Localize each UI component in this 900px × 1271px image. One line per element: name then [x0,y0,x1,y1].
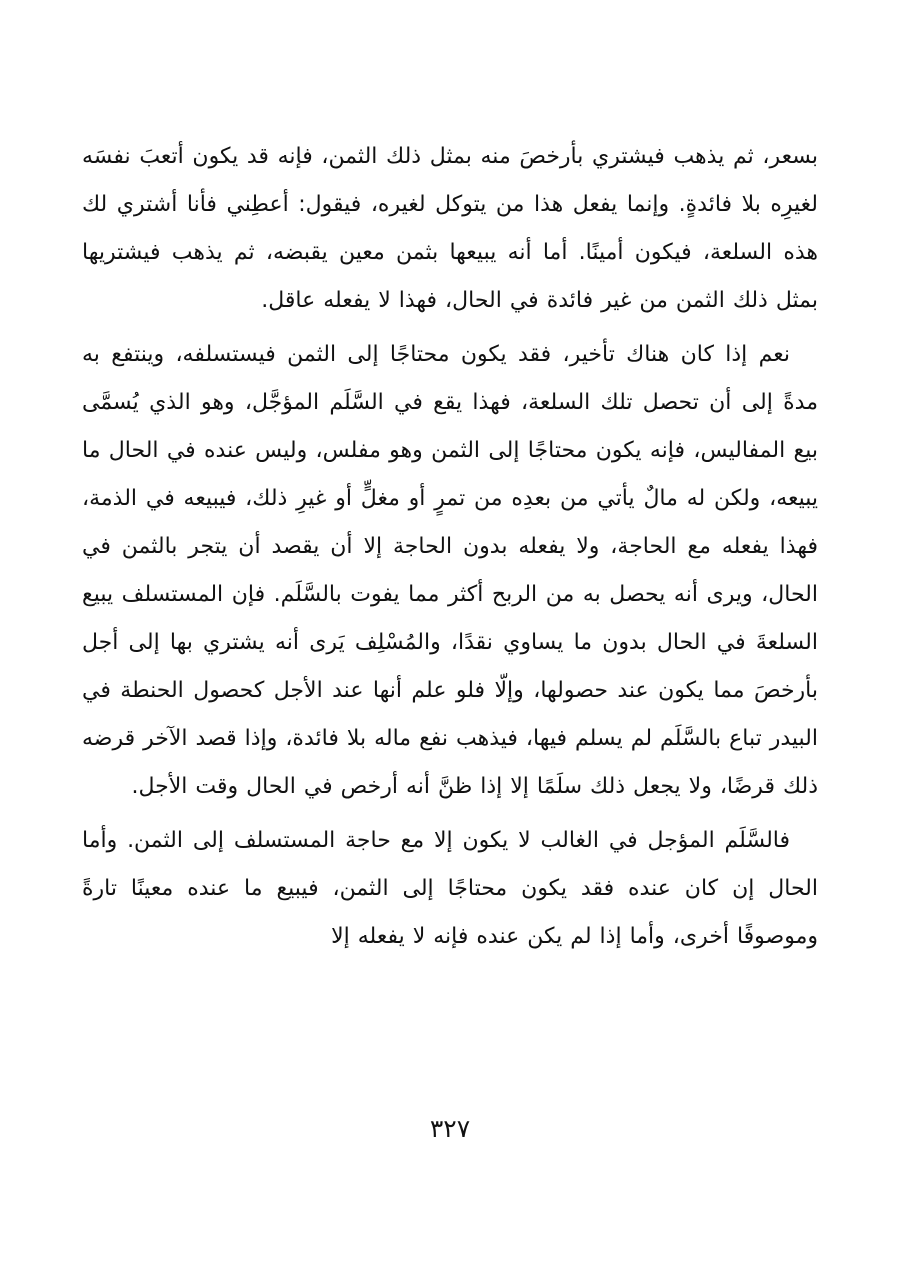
paragraph-2: نعم إذا كان هناك تأخير، فقد يكون محتاجًا إلى الثمن فيستسلفه، وينتفع به مدةً إلى أن تحصل تلك السلعة، فهذا يقع في السَّلَم المؤجَّل، وهو الذي يُسمَّى بيع المفاليس، فإنه يكون محتاجًا إلى الثمن وهو مفلس، وليس عنده في الحال ما يبيعه، ولكن له مالٌ يأتي من بعدِه من تمرٍ أو مغلٍّ أو غيرِ ذلك، فيبيعه في الذمة، فهذا يفعله مع الحاجة، ولا يفعله بدون الحاجة إلا أن يقصد أن يتجر بالثمن في الحال، ويرى أنه يحصل به من الربح أكثر مما يفوت بالسَّلَم. فإن المستسلف يبيع السلعةَ في الحال بدون ما يساوي نقدًا، والمُسْلِف يَرى أنه يشتري بها إلى أجل بأرخصَ مما يكون عند حصولها، وإلّا فلو علم أنها عند الأجل كحصول الحنطة في البيدر تباع بالسَّلَم لم يسلم فيها، فيذهب نفع ماله بلا فائدة، وإذا قصد الآخر قرضه ذلك قرضًا، ولا يجعل ذلك سلَمًا إلا إذا ظنَّ أنه أرخص في الحال وقت الأجل. [82,342,818,799]
page-number: ٣٢٧ [429,1114,471,1143]
paragraph-3: فالسَّلَم المؤجل في الغالب لا يكون إلا مع حاجة المستسلف إلى الثمن. وأما الحال إن كان عنده فقد يكون محتاجًا إلى الثمن، فيبيع ما عنده معينًا تارةً وموصوفًا أخرى، وأما إذا لم يكن عنده فإنه لا يفعله إلا [82,828,818,949]
body-text [82,133,818,961]
paragraph-1: بسعر، ثم يذهب فيشتري بأرخصَ منه بمثل ذلك الثمن، فإنه قد يكون أتعبَ نفسَه لغيرِه بلا فائدةٍ. وإنما يفعل هذا من يتوكل لغيره، فيقول: أعطِني فأنا أشتري لك هذه السلعة، فيكون أمينًا. أما أنه يبيعها بثمن معين يقبضه، ثم يذهب فيشتريها بمثل ذلك الثمن من غير فائدة في الحال، فهذا لا يفعله عاقل. [82,144,818,313]
